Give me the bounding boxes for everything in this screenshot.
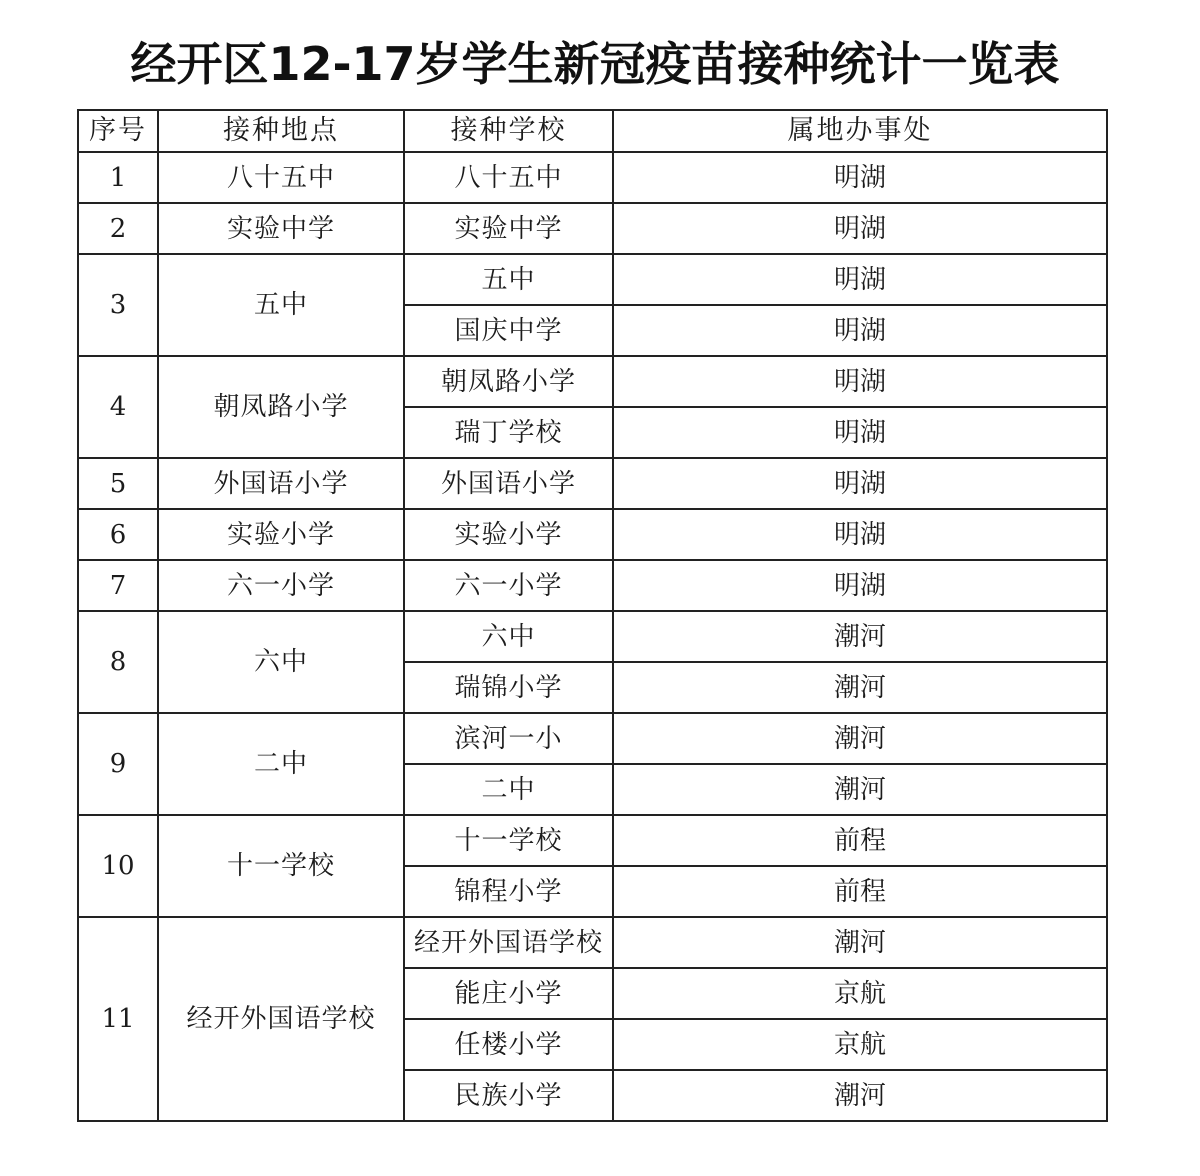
cell-office: 潮河: [613, 1070, 1107, 1121]
cell-site: 八十五中: [158, 152, 404, 203]
cell-school: 六一小学: [404, 560, 613, 611]
cell-office: 明湖: [613, 305, 1107, 356]
table-row: [78, 815, 1107, 866]
cell-site: 经开外国语学校: [158, 917, 404, 1121]
cell-office: 明湖: [613, 560, 1107, 611]
cell-site: 十一学校: [158, 815, 404, 917]
cell-seq: 10: [78, 815, 158, 917]
cell-site: 二中: [158, 713, 404, 815]
cell-seq: 8: [78, 611, 158, 713]
cell-site: 六一小学: [158, 560, 404, 611]
table-body: [78, 152, 1107, 1121]
cell-seq: 5: [78, 458, 158, 509]
table-row: [78, 611, 1107, 662]
cell-site: 实验中学: [158, 203, 404, 254]
cell-school: 六中: [404, 611, 613, 662]
cell-school: 实验小学: [404, 509, 613, 560]
header-office: 属地办事处: [613, 110, 1107, 152]
document-title: 经开区12-17岁学生新冠疫苗接种统计一览表: [130, 37, 1060, 91]
table-row: [78, 713, 1107, 764]
cell-school: 任楼小学: [404, 1019, 613, 1070]
cell-site: 朝凤路小学: [158, 356, 404, 458]
cell-site: 实验小学: [158, 509, 404, 560]
table-row: [78, 560, 1107, 611]
cell-school: 滨河一小: [404, 713, 613, 764]
cell-office: 潮河: [613, 917, 1107, 968]
cell-school: 能庄小学: [404, 968, 613, 1019]
cell-site: 五中: [158, 254, 404, 356]
cell-seq: 9: [78, 713, 158, 815]
cell-seq: 4: [78, 356, 158, 458]
header-site: 接种地点: [158, 110, 404, 152]
table-row: [78, 509, 1107, 560]
table-row: [78, 203, 1107, 254]
cell-school: 八十五中: [404, 152, 613, 203]
cell-school: 经开外国语学校: [404, 917, 613, 968]
cell-site: 外国语小学: [158, 458, 404, 509]
cell-school: 瑞丁学校: [404, 407, 613, 458]
cell-seq: 6: [78, 509, 158, 560]
cell-office: 京航: [613, 1019, 1107, 1070]
table-row: [78, 254, 1107, 305]
cell-office: 明湖: [613, 152, 1107, 203]
cell-office: 潮河: [613, 611, 1107, 662]
cell-seq: 7: [78, 560, 158, 611]
cell-office: 明湖: [613, 407, 1107, 458]
cell-office: 潮河: [613, 713, 1107, 764]
cell-seq: 3: [78, 254, 158, 356]
cell-school: 五中: [404, 254, 613, 305]
table-row: [78, 458, 1107, 509]
cell-school: 瑞锦小学: [404, 662, 613, 713]
cell-school: 外国语小学: [404, 458, 613, 509]
cell-seq: 11: [78, 917, 158, 1121]
table-row: [78, 917, 1107, 968]
header-row: [78, 110, 1107, 152]
cell-office: 潮河: [613, 764, 1107, 815]
cell-school: 实验中学: [404, 203, 613, 254]
cell-site: 六中: [158, 611, 404, 713]
cell-school: 二中: [404, 764, 613, 815]
header-seq: 序号: [78, 110, 158, 152]
cell-office: 前程: [613, 866, 1107, 917]
cell-office: 明湖: [613, 254, 1107, 305]
cell-school: 国庆中学: [404, 305, 613, 356]
cell-office: 明湖: [613, 509, 1107, 560]
cell-office: 前程: [613, 815, 1107, 866]
cell-school: 朝凤路小学: [404, 356, 613, 407]
cell-seq: 2: [78, 203, 158, 254]
table-row: [78, 356, 1107, 407]
cell-school: 民族小学: [404, 1070, 613, 1121]
cell-office: 明湖: [613, 356, 1107, 407]
cell-office: 京航: [613, 968, 1107, 1019]
header-school: 接种学校: [404, 110, 613, 152]
table-row: [78, 152, 1107, 203]
cell-seq: 1: [78, 152, 158, 203]
cell-office: 明湖: [613, 458, 1107, 509]
cell-school: 锦程小学: [404, 866, 613, 917]
cell-school: 十一学校: [404, 815, 613, 866]
vaccination-stats-table: [77, 109, 1108, 1122]
cell-office: 潮河: [613, 662, 1107, 713]
cell-office: 明湖: [613, 203, 1107, 254]
